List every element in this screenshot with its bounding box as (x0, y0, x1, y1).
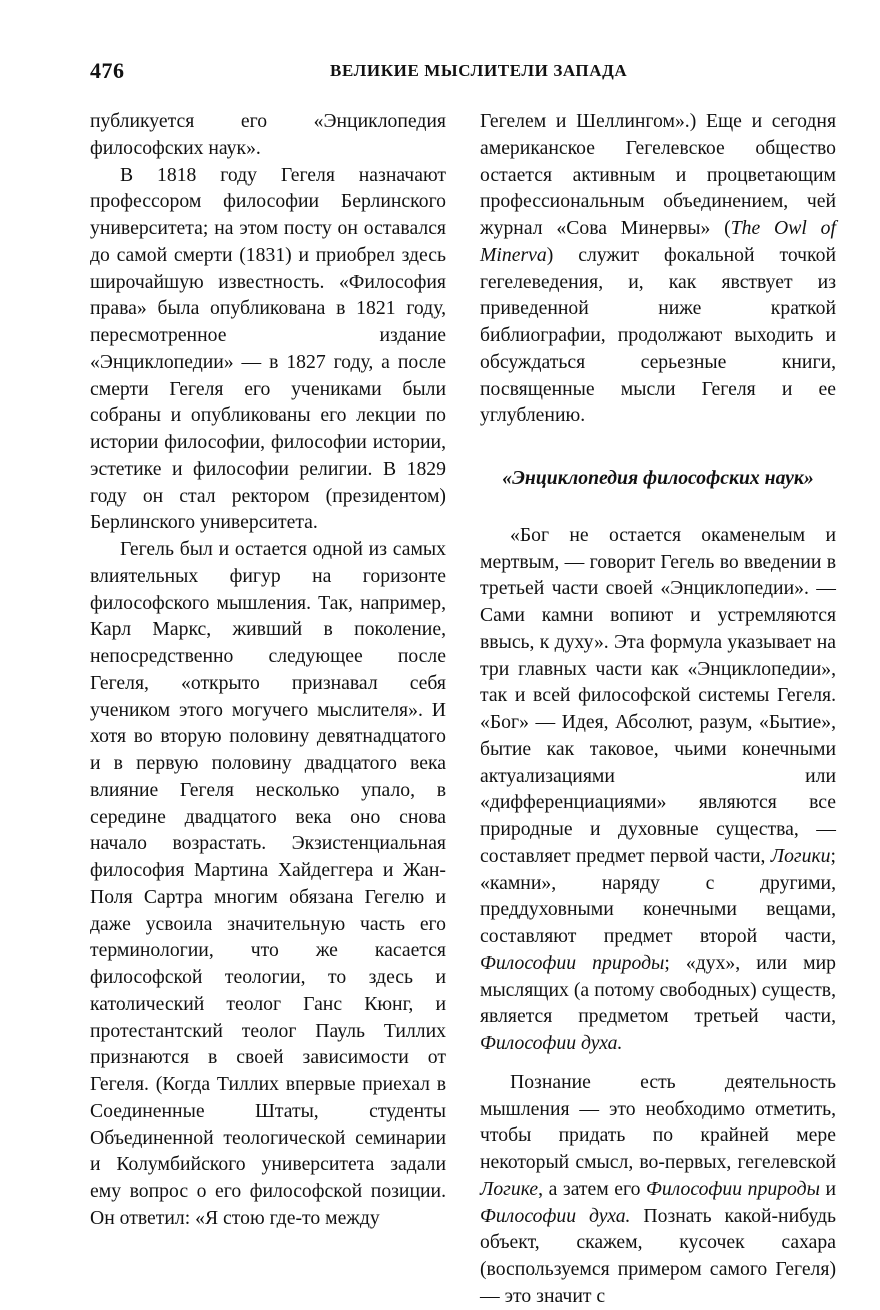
paragraph-hegel-society (480, 108, 836, 429)
paragraph-text: ; «дух», или мир мыслящих (а потому свободных) существ, является предметом третьей части, (480, 951, 836, 1028)
term-logic: Логике (480, 1177, 539, 1200)
term-logic: Логики (770, 844, 831, 867)
paragraph-text: и (819, 1177, 836, 1200)
page-header (90, 58, 834, 88)
paragraph-text: ) служит фокальной точкой гегелеведения, и, как явствует из приведенной ниже краткой библиографии, продолжают выходить и обсуждаться серьезные книги, посвященные мысли Гегеля и ее углублению. (480, 243, 836, 427)
term-philosophy-of-nature: Философии природы (480, 951, 665, 974)
left-column (90, 108, 446, 1232)
journal-title: The Owl of Minerva (480, 217, 836, 266)
paragraph-berlin-professor: В 1818 году Гегеля назначают профессором философии Берлинского университета; на этом посту он оставался до самой смерти (1831) и приобрел здесь широчайшую известность. «Философия права» была опубликована в 1821 году, пересмотренное издание «Энциклопедии» — в 1827 году, а после смерти Гегеля его учениками были собраны и опубликованы его лекции по истории философии, философии истории, эстетике и философии религии. В 1829 году он стал ректором (президентом) Берлинского университета. (90, 163, 446, 534)
term-philosophy-of-spirit: Философии духа. (480, 1204, 631, 1227)
paragraph-text: Познать какой-нибудь объект, скажем, кусочек сахара (воспользуемся примером самого Гегеля) — это значит с (480, 1204, 836, 1307)
page-number: 476 (90, 58, 125, 83)
paragraph-text: Познание есть деятельность мышления — это необходимо отметить, чтобы придать по крайней мере некоторый смысл, во-первых, гегелевской (480, 1070, 836, 1173)
paragraph-cognition (480, 1069, 836, 1310)
running-title: ВЕЛИКИЕ МЫСЛИТЕЛИ ЗАПАДА (330, 61, 628, 80)
paragraph-text: «Бог не остается окаменелым и мертвым, — говорит Гегель во введении в третьей части своей «Энциклопедии». — Сами камни вопиют и устремляются ввысь, к духу». Эта формула указывает на три главных части как «Энциклопедии», так и всей философской системы Гегеля. «Бог» — Идея, Абсолют, разум, «Бытие», бытие как таковое, чьими конечными актуализациями или «дифференциациями» являются все природные и духовные существа, — составляет предмет первой части, (480, 523, 836, 867)
paragraph-continued: публикуется его «Энциклопедия философских наук». (90, 110, 446, 159)
paragraph-hegel-influence: Гегель был и остается одной из самых влиятельных фигур на горизонте философского мышления. Так, например, Карл Маркс, живший в поколение, непосредственно следующее после Гегеля, «открыто признавал себя учеником этого могучего мыслителя». И хотя во вторую половину девятнадцатого и в первую половину двадцатого века влияние Гегеля несколько упало, в середине двадцатого века оно снова начало возрастать. Экзистенциальная философия Мартина Хайдеггера и Жан-Поля Сартра многим обязана Гегелю и даже усвоила значительную часть его терминологии, что же касается философской теологии, то здесь и католический теолог Ганс Кюнг, и протестантский теолог Пауль Тиллих признаются в своей зависимости от Гегеля. (Когда Тиллих впервые приехал в Соединенные Штаты, студенты Объединенной теологической семинарии и Колумбийского университета задали ему вопрос о его философской позиции. Он ответил: «Я стою где-то между (90, 538, 446, 1229)
paragraph-text: Гегелем и Шеллингом».) Еще и сегодня американское Гегелевское общество остается активным и процветающим профессиональным объединением, чей журнал «Сова Минервы» ( (480, 110, 836, 239)
paragraph-text: ; «камни», наряду с другими, преддуховными конечными вещами, составляют предмет второй части, (480, 844, 836, 947)
term-philosophy-of-nature: Философии природы (646, 1177, 820, 1200)
paragraph-text: , а затем его (538, 1177, 646, 1200)
term-philosophy-of-spirit: Философии духа. (480, 1032, 623, 1054)
right-column (480, 108, 836, 1310)
section-heading: «Энциклопедия философских наук» (502, 467, 814, 489)
paragraph-god-quote (480, 522, 836, 1057)
